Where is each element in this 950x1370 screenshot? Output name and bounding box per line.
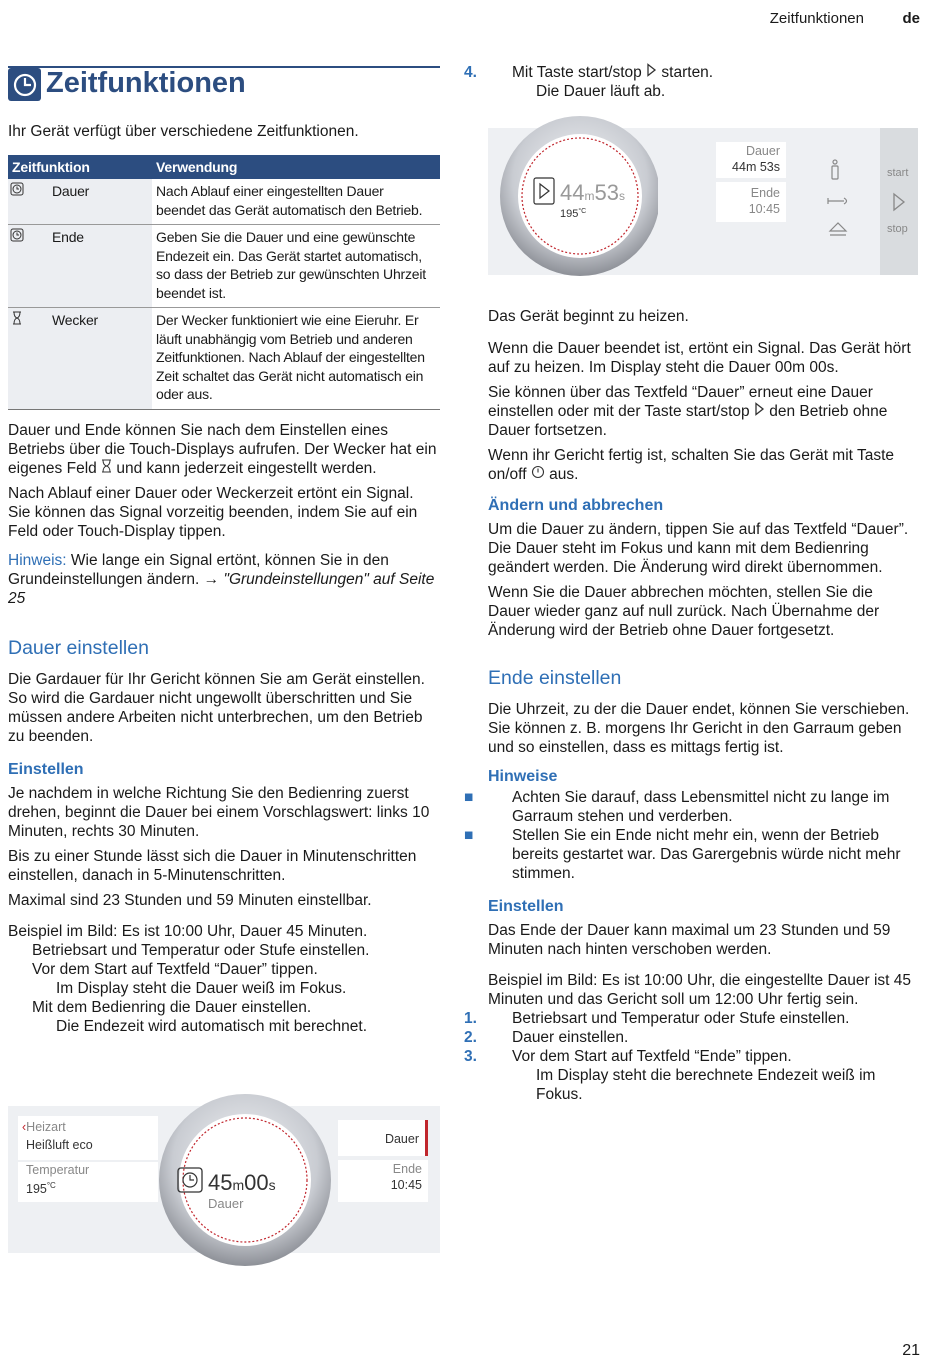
page-title: Zeitfunktionen — [46, 67, 246, 99]
paragraph: Nach Ablauf einer Dauer oder Weckerzeit ertönt ein Signal. Sie können das Signal vorzeitig beenden, indem Sie auf ein Feld oder Touch-Display tippen. — [8, 485, 418, 540]
paragraph: Um die Dauer zu ändern, tippen Sie auf das Textfeld “Dauer”. Die Dauer steht im Fokus und kann mit dem Bedienring geändert werden. Die Änderung wird direkt übernommen. — [488, 521, 909, 576]
mode-value: Heißluft eco — [26, 1138, 93, 1152]
subheading-hinweise: Hinweise — [488, 768, 558, 785]
dial-minutes: 45 — [208, 1170, 233, 1195]
paragraph: Beispiel im Bild: Es ist 10:00 Uhr, die eingestellte Dauer ist 45 Minuten und das Gericht soll um 12:00 Uhr fertig sein. — [488, 972, 912, 1008]
paragraph: Wenn ihr Gericht fertig ist, schalten Sie das Gerät mit Taste on/off aus. — [488, 447, 895, 483]
door-open-icon[interactable] — [828, 220, 848, 243]
svg-text:195°C: $195^{^\circ C}$ — [560, 208, 587, 220]
hint-paragraph: Hinweis: Wie lange ein Signal ertönt, können Sie in den Grundeinstellungen ändern. → "Grundeinstellungen" auf Seite 25 — [8, 552, 435, 607]
paragraph: Je nachdem in welche Richtung Sie den Bedienring zuerst drehen, beginnt die Dauer bei einem Vorschlagswert: links 10 Minuten, rechts 30 Minuten. — [8, 785, 430, 840]
paragraph: Die Gardauer für Ihr Gericht können Sie am Gerät einstellen. So wird die Gardauer nicht ungewollt überschritten und Sie müssen andere Arbeiten nicht unterbrechen, um den Betrieb zu beenden. — [8, 671, 425, 745]
dial-minutes: 44 — [560, 180, 585, 205]
running-header-section: Zeitfunktionen — [769, 10, 864, 27]
ende-label: Ende — [392, 1162, 422, 1176]
dauer-label: Dauer — [384, 1132, 419, 1146]
ende-value: 10:45 — [390, 1178, 422, 1192]
paragraph: Wenn die Dauer beendet ist, ertönt ein Signal. Das Gerät hört auf zu heizen. Im Display steht die Dauer 00m 00s. — [488, 340, 911, 376]
list-item: ■ Stellen Sie ein Ende nicht mehr ein, wenn der Betrieb bereits gestartet war. Das Garergebnis würde nicht mehr stimmen. — [464, 827, 901, 882]
step-4 — [464, 63, 918, 101]
table-cell-usage: Nach Ablauf einer eingestellten Dauer beendet das Gerät automatisch den Betrieb. — [152, 179, 440, 225]
paragraph: Das Gerät beginnt zu heizen. — [488, 308, 689, 325]
mode-field[interactable] — [18, 1116, 158, 1160]
temperature-label: Temperatur — [26, 1163, 90, 1177]
paragraph: Maximal sind 23 Stunden und 59 Minuten einstellbar. — [8, 892, 372, 909]
running-header-language: de — [902, 10, 920, 27]
paragraph: Die Uhrzeit, zu der die Dauer endet, können Sie verschieben. Sie können z. B. morgens Ihr Gericht in den Garraum geben und so einstellen, dass es mittags fertig ist. — [488, 701, 910, 756]
table-cell-function: Wecker — [48, 308, 152, 410]
hourglass-icon — [10, 312, 24, 328]
control-panel-dauer — [8, 1106, 440, 1253]
list-item: 3. Vor dem Start auf Textfeld “Ende” tippen. Im Display steht die berechnete Endezeit weiß im Fokus. — [464, 1048, 876, 1103]
table-row — [8, 308, 440, 410]
hint-label: Hinweis: — [8, 552, 67, 569]
bullet-icon: ■ — [464, 789, 474, 806]
chapter-heading — [8, 66, 440, 106]
bullet-icon: ■ — [464, 827, 474, 844]
svg-text:45m00s: 45m00s — [208, 1170, 276, 1195]
clock-icon — [10, 183, 24, 199]
dauer-value: 44m 53s — [732, 160, 780, 174]
power-icon — [531, 466, 545, 483]
subheading-einstellen: Einstellen — [8, 761, 84, 778]
temperature-field[interactable]: Temperatur $195^{^\circ C}$ — [18, 1162, 158, 1202]
list-item: Vor dem Start auf Textfeld “Dauer” tippen. Im Display steht die Dauer weiß im Fokus. — [32, 961, 347, 997]
section-heading-dauer: Dauer einstellen — [8, 637, 149, 659]
meat-probe-icon[interactable] — [826, 193, 850, 212]
control-panel-running — [488, 128, 918, 275]
temperature-value: 195 — [26, 1182, 47, 1197]
left-column — [8, 421, 440, 1036]
stop-label: stop — [887, 223, 908, 235]
cross-reference-link[interactable]: "Grundeinstellungen" auf Seite 25 — [8, 571, 435, 607]
dial-temperature: 195 — [560, 208, 579, 220]
list-item: 2. Dauer einstellen. — [464, 1029, 629, 1046]
table-row — [8, 179, 440, 225]
dial-label: Dauer — [208, 1196, 244, 1211]
ende-label: Ende — [750, 186, 780, 200]
section-heading-ende: Ende einstellen — [488, 667, 622, 689]
table-cell-function: Ende — [48, 225, 152, 308]
right-column — [464, 307, 918, 1104]
intro-text: Ihr Gerät verfügt über verschiedene Zeitfunktionen. — [8, 123, 359, 140]
table-header-function: Zeitfunktion — [8, 155, 152, 179]
control-ring[interactable] — [158, 1090, 333, 1270]
back-arrow-icon: ‹ — [22, 1120, 27, 1134]
start-stop-icon — [646, 64, 657, 81]
list-item: Betriebsart und Temperatur oder Stufe einstellen. — [32, 942, 370, 959]
control-ring[interactable] — [498, 116, 658, 291]
subheading-aendern: Ändern und abbrechen — [488, 497, 664, 514]
dauer-field[interactable] — [716, 142, 786, 178]
paragraph: Das Ende der Dauer kann maximal um 23 Stunden und 59 Minuten nach hinten verschoben werden. — [488, 922, 891, 958]
table-cell-usage: Der Wecker funktioniert wie eine Eieruhr. Er läuft unabhängig vom Betrieb und anderen Zeitfunktionen. Nach Ablauf der eingestellten Zeit schaltet das Gerät nicht automatisch ein oder aus. — [152, 308, 440, 410]
paragraph: Dauer und Ende können Sie nach dem Einstellen eines Betriebs über die Touch-Displays aufrufen. Der Wecker hat ein eigenes Feld und kann jederzeit eingestellt werden. — [8, 422, 437, 477]
clock-icon — [8, 68, 41, 101]
time-functions-table — [8, 155, 440, 410]
list-item: 4. Mit Taste start/stop starten. Die Dauer läuft ab. — [464, 64, 714, 100]
ende-field[interactable] — [716, 182, 786, 222]
paragraph: Beispiel im Bild: Es ist 10:00 Uhr, Dauer 45 Minuten. — [8, 923, 368, 940]
dial-seconds: 53 — [594, 180, 619, 205]
start-stop-button[interactable] — [880, 128, 918, 275]
subheading-einstellen: Einstellen — [488, 898, 564, 915]
dauer-label: Dauer — [745, 144, 780, 158]
list-item: 1. Betriebsart und Temperatur oder Stufe einstellen. — [464, 1010, 850, 1027]
start-stop-icon — [754, 403, 765, 420]
table-row — [8, 225, 440, 308]
dauer-field-focused[interactable] — [338, 1120, 428, 1156]
ende-value: 10:45 — [748, 202, 780, 216]
start-stop-icon — [892, 192, 906, 217]
paragraph: Bis zu einer Stunde lässt sich die Dauer in Minutenschritten einstellen, danach in 5-Minutenschritten. — [8, 848, 417, 884]
hourglass-icon — [101, 460, 112, 477]
list-item: ■ Achten Sie darauf, dass Lebensmittel nicht zu lange im Garraum stehen und verderben. — [464, 789, 890, 825]
ende-field[interactable] — [338, 1160, 428, 1202]
list-item: Mit dem Bedienring die Dauer einstellen. Die Endezeit wird automatisch mit berechnet. — [32, 999, 368, 1035]
mode-label: Heizart — [26, 1120, 66, 1134]
info-icon[interactable] — [828, 158, 842, 185]
table-header-usage: Verwendung — [152, 155, 440, 179]
start-label: start — [887, 167, 909, 179]
table-cell-usage: Geben Sie die Dauer und eine gewünschte Endezeit ein. Das Gerät startet automatisch, so dass der Betrieb zur gewünschten Uhrzeit beendet ist. — [152, 225, 440, 308]
arrow-icon: → — [203, 571, 220, 588]
svg-text:44m53s: 44m53s — [560, 180, 625, 205]
table-cell-function: Dauer — [48, 179, 152, 225]
paragraph: Sie können über das Textfeld “Dauer” erneut eine Dauer einstellen oder mit der Taste start/stop den Betrieb ohne Dauer fortsetzen. — [488, 384, 888, 439]
clock-icon — [10, 229, 24, 245]
page-number: 21 — [902, 1342, 920, 1359]
dial-seconds: 00 — [244, 1170, 269, 1195]
paragraph: Wenn Sie die Dauer abbrechen möchten, stellen Sie die Dauer wieder ganz auf null zurück. Nach Übernahme der Änderung wird der Betrieb ohne Dauer fortgesetzt. — [488, 584, 880, 639]
